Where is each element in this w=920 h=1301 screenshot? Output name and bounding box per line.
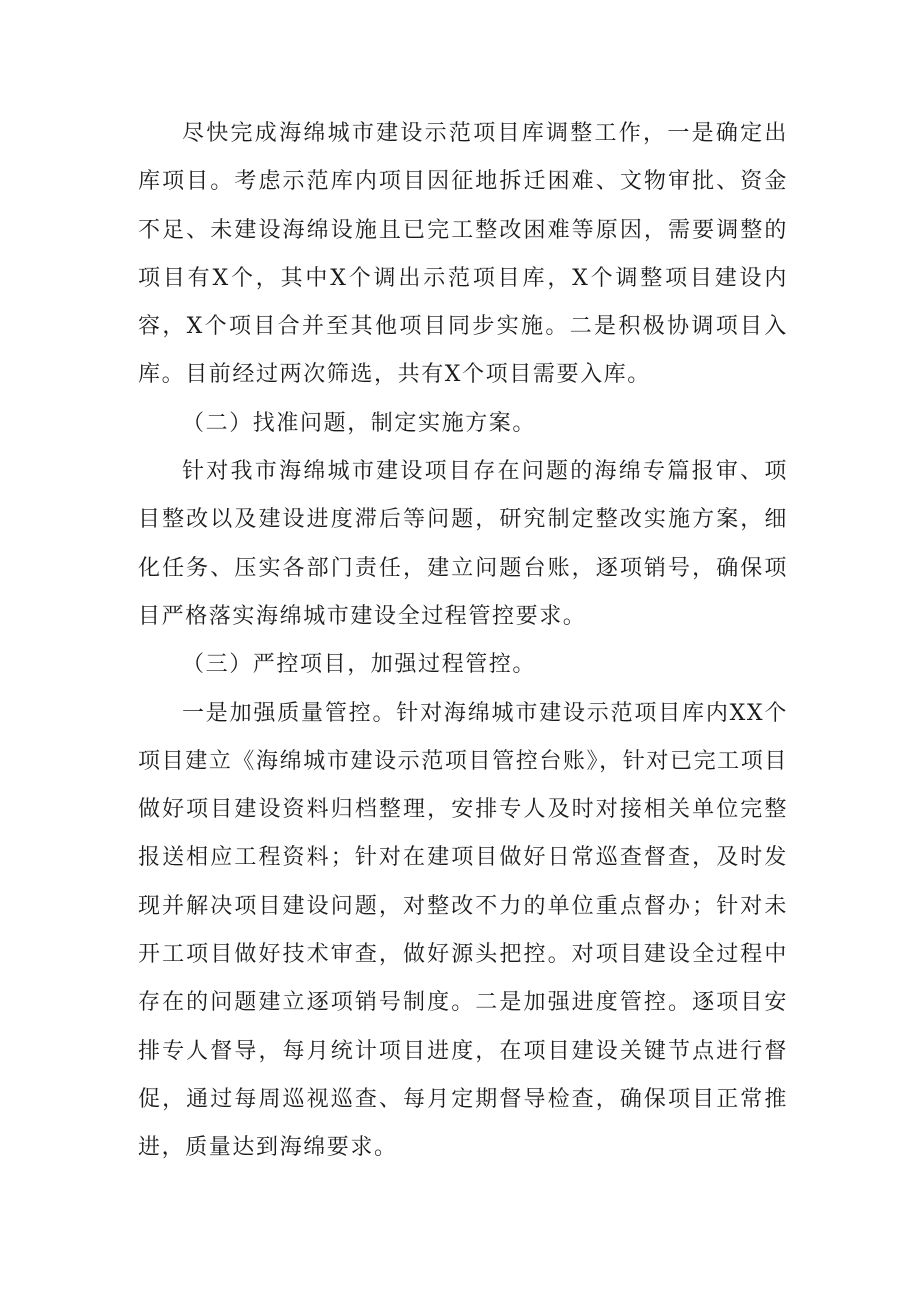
section-heading-3: （三）严控项目，加强过程管控。 — [182, 652, 537, 678]
paragraph-project-library-adjustment: 尽快完成海绵城市建设示范项目库调整工作，一是确定出库项目。考虑示范库内项目因征地拆迁困难、文物审批、资金不足、未建设海绵设施且已完工整改困难等原因，需要调整的项目有X个，其中X个调出示范项目库，X个调整项目建设内容，X个项目合并至其他项目同步实施。二是积极协调项目入库。目前经过两次筛选，共有X个项目需要入库。 — [138, 121, 788, 388]
section-heading-2: （二）找准问题，制定实施方案。 — [182, 410, 537, 436]
document-page — [138, 110, 788, 1173]
paragraph-implementation-plan: 针对我市海绵城市建设项目存在问题的海绵专篇报审、项目整改以及建设进度滞后等问题，研究制定整改实施方案，细化任务、压实各部门责任，建立问题台账，逐项销号，确保项目严格落实海绵城市建设全过程管控要求。 — [138, 459, 788, 629]
paragraph-process-control: 一是加强质量管控。针对海绵城市建设示范项目库内XX个项目建立《海绵城市建设示范项目管控台账》，针对已完工项目做好项目建设资料归档整理，安排专人及时对接相关单位完整报送相应工程资料；针对在建项目做好日常巡查督查，及时发现并解决项目建设问题，对整改不力的单位重点督办；针对未开工项目做好技术审查，做好源头把控。对项目建设全过程中存在的问题建立逐项销号制度。二是加强进度管控。逐项目安排专人督导，每月统计项目进度，在项目建设关键节点进行督促，通过每周巡视巡查、每月定期督导检查，确保项目正常推进，质量达到海绵要求。 — [138, 700, 788, 1161]
